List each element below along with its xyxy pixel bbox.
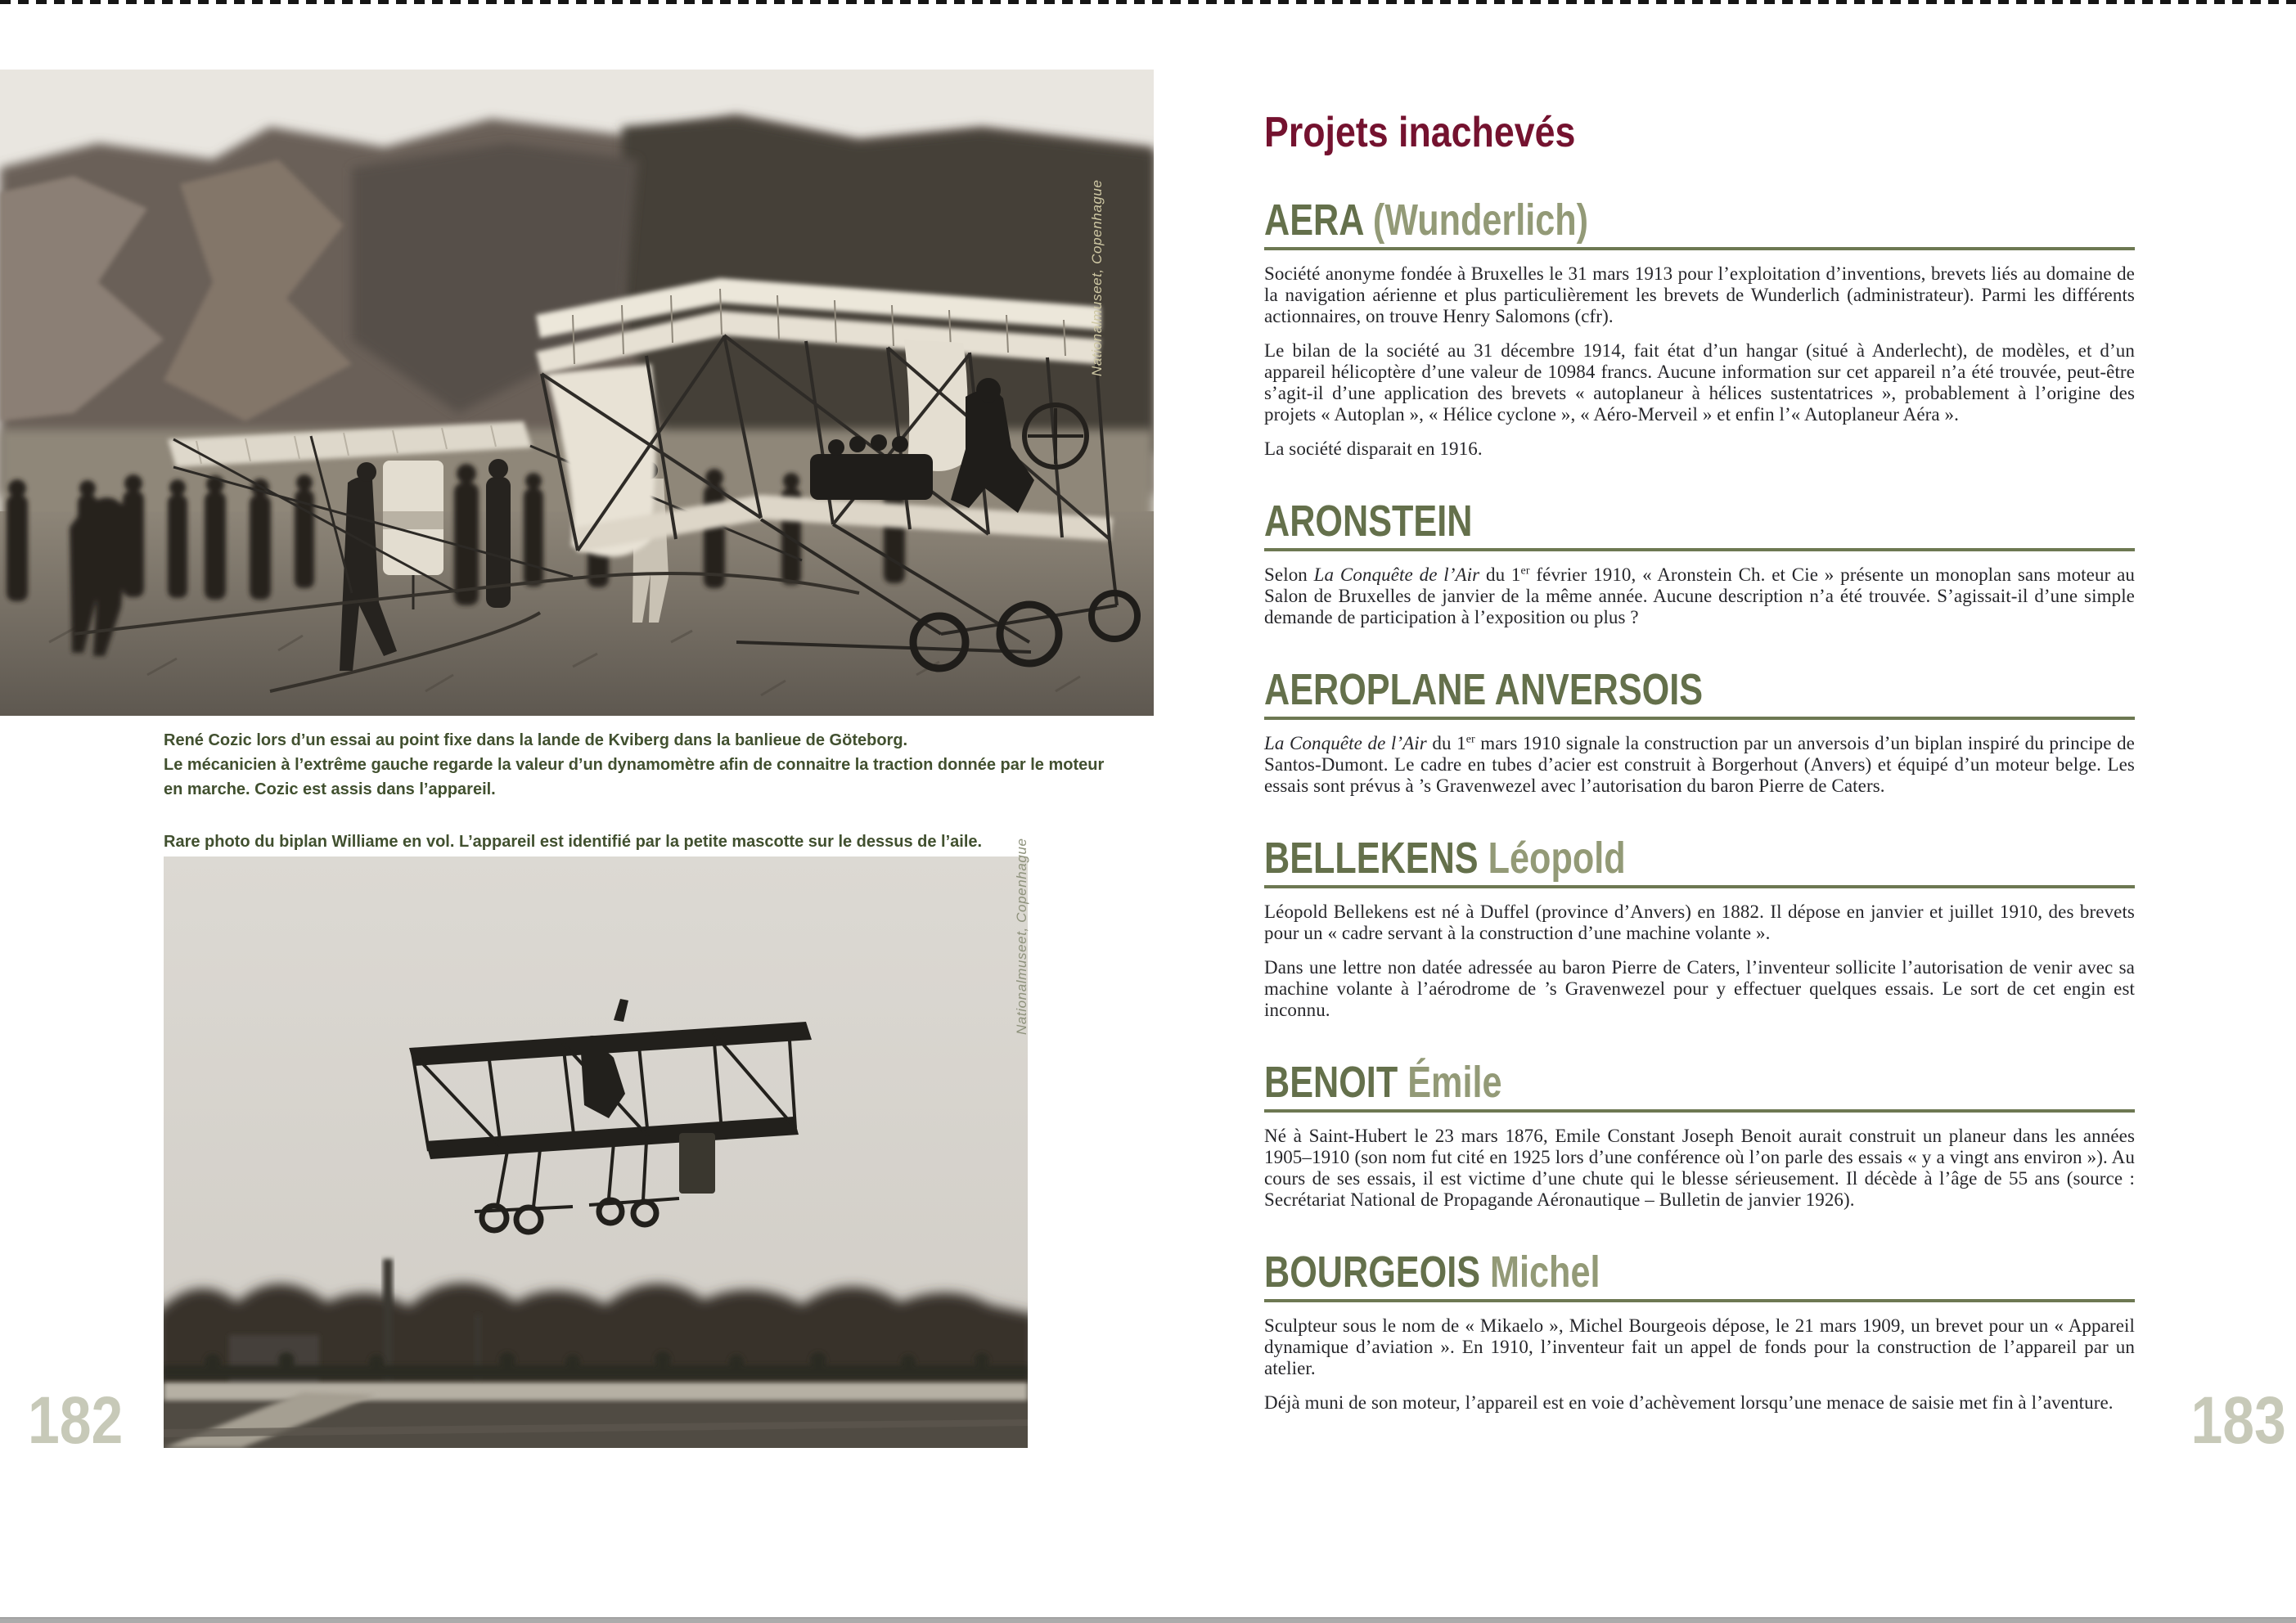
heading-main: BENOIT <box>1264 1058 1398 1107</box>
section-heading <box>1264 834 2135 883</box>
section-bourgeois <box>1264 1250 2135 1414</box>
section-aera <box>1264 198 2135 460</box>
section-heading <box>1264 497 2135 546</box>
page-number-right: 183 <box>2190 1383 2286 1458</box>
heading-rule <box>1264 717 2135 720</box>
page-number-left: 182 <box>28 1383 124 1458</box>
heading-sub: (Wunderlich) <box>1362 196 1589 245</box>
text-column <box>1264 111 2135 1414</box>
section-aeroplane-anversois <box>1264 665 2135 797</box>
section-heading <box>1264 1058 2135 1107</box>
heading-rule <box>1264 247 2135 250</box>
heading-main: ARONSTEIN <box>1264 497 1473 546</box>
photo1-caption <box>164 728 1129 802</box>
top-dashed-trim <box>0 0 2296 4</box>
heading-rule <box>1264 1109 2135 1113</box>
heading-rule <box>1264 548 2135 551</box>
section-heading <box>1264 1248 2135 1297</box>
caption-line: René Cozic lors d’un essai au point fixe dans la lande de Kviberg dans la banlieue de Göteborg. <box>164 731 908 749</box>
heading-sub: Léopold <box>1478 834 1626 883</box>
paragraph: Léopold Bellekens est né à Duffel (province d’Anvers) en 1882. Il dépose en janvier et juillet 1910, des brevets pour un « cadre servant à la construction d’une machine volante ». <box>1264 901 2135 943</box>
paragraph: Société anonyme fondée à Bruxelles le 31 mars 1913 pour l’exploitation d’inventions, brevets liés au domaine de la navigation aérienne et plus particulièrement les brevets de Wunderlich (administrateur). Parmi les différents actionnaires, on trouve Henry Salomons (cfr). <box>1264 263 2135 326</box>
photo1-illustration <box>0 70 1154 716</box>
paragraph: Né à Saint-Hubert le 23 mars 1876, Emile Constant Joseph Benoit aurait construit un planeur dans les années 1905–1910 (son nom fut cité en 1925 lors d’une conférence où l’on parle des essais « y a vingt ans environ »). Au cours de ses essais, il est victime d’une chute qui le blesse sérieusement. Il décède à l’âge de 55 ans (source : Secrétariat National de Propagande Aéronautique – Bulletin de janvier 1926). <box>1264 1126 2135 1210</box>
heading-main: BELLEKENS <box>1264 834 1479 883</box>
photo-cozic-static-test <box>0 70 1154 716</box>
chapter-title: Projets inachevés <box>1264 109 1576 156</box>
heading-main: AERA <box>1264 196 1363 245</box>
heading-main: AEROPLANE ANVERSOIS <box>1264 665 1704 714</box>
bottom-trim-bar <box>0 1617 2296 1623</box>
section-heading <box>1264 196 2135 245</box>
paragraph: Selon La Conquête de l’Air du 1er février 1910, « Aronstein Ch. et Cie » présente un monoplan sans moteur au Salon de Bruxelles de janvier de la même année. Aucune description n’a été trouvée. S’agissait-il d’une simple demande de participation à l’exposition ou plus ? <box>1264 564 2136 627</box>
caption-line: Le mécanicien à l’extrême gauche regarde la valeur d’un dynamomètre afin de connaitre la traction donnée par le moteur <box>164 756 1105 774</box>
photo2-caption: Rare photo du biplan Williame en vol. L’appareil est identifié par la petite mascotte sur le dessus de l’aile. <box>164 833 983 851</box>
photo2-illustration <box>164 856 1028 1448</box>
heading-sub: Michel <box>1480 1248 1600 1297</box>
paragraph: Déjà muni de son moteur, l’appareil est en voie d’achèvement lorsqu’une menace de saisie met fin à l’aventure. <box>1264 1392 2114 1413</box>
heading-main: BOURGEOIS <box>1264 1248 1481 1297</box>
photo-williame-biplane-flight <box>164 856 1028 1448</box>
photo1-credit: Nationalmuseet, Copenhague <box>1089 179 1105 376</box>
heading-rule <box>1264 1299 2135 1302</box>
section-bellekens <box>1264 836 2135 1021</box>
heading-sub: Émile <box>1398 1058 1502 1107</box>
paragraph: Dans une lettre non datée adressée au baron Pierre de Caters, l’inventeur sollicite l’autorisation de venir avec sa machine volante à l’aérodrome de ’s Gravenwezel pour y effectuer quelques essais. Le sort de cet engin est inconnu. <box>1264 957 2135 1020</box>
paragraph: Sculpteur sous le nom de « Mikaelo », Michel Bourgeois dépose, le 21 mars 1909, un brevet pour un « Appareil dynamique d’aviation ». En 1910, l’inventeur fait un appel de fonds pour la construction de l’appareil par un atelier. <box>1264 1315 2135 1378</box>
heading-rule <box>1264 885 2135 888</box>
section-aronstein <box>1264 499 2135 628</box>
caption-line: en marche. Cozic est assis dans l’appareil. <box>164 780 496 798</box>
paragraph: La société disparait en 1916. <box>1264 438 1483 459</box>
paragraph: La Conquête de l’Air du 1er mars 1910 signale la construction par un anversois d’un biplan inspiré du principe de Santos-Dumont. Le cadre en tubes d’acier est construit à Borgerhout (Anvers) et équipé d’un moteur belge. Les essais sont prévus à ’s Gravenwezel avec l’autorisation du baron Pierre de Caters. <box>1264 733 2135 796</box>
section-heading <box>1264 665 2135 714</box>
section-benoit <box>1264 1060 2135 1211</box>
photo2-credit: Nationalmuseet, Copenhague <box>1014 838 1029 1035</box>
paragraph: Le bilan de la société au 31 décembre 1914, fait état d’un hangar (situé à Anderlecht), de modèles, et d’un appareil hélicoptère d’une valeur de 10984 francs. Aucune information sur cet appareil n’a été trouvée, peut-être s’agit-il d’une application des brevets « autoplaneur à hélices sustentatrices », probablement à l’origine des projets « Autoplan », « Hélice cyclone », « Aéro-Merveil » et enfin l’« Autoplaneur Aéra ». <box>1264 340 2135 425</box>
